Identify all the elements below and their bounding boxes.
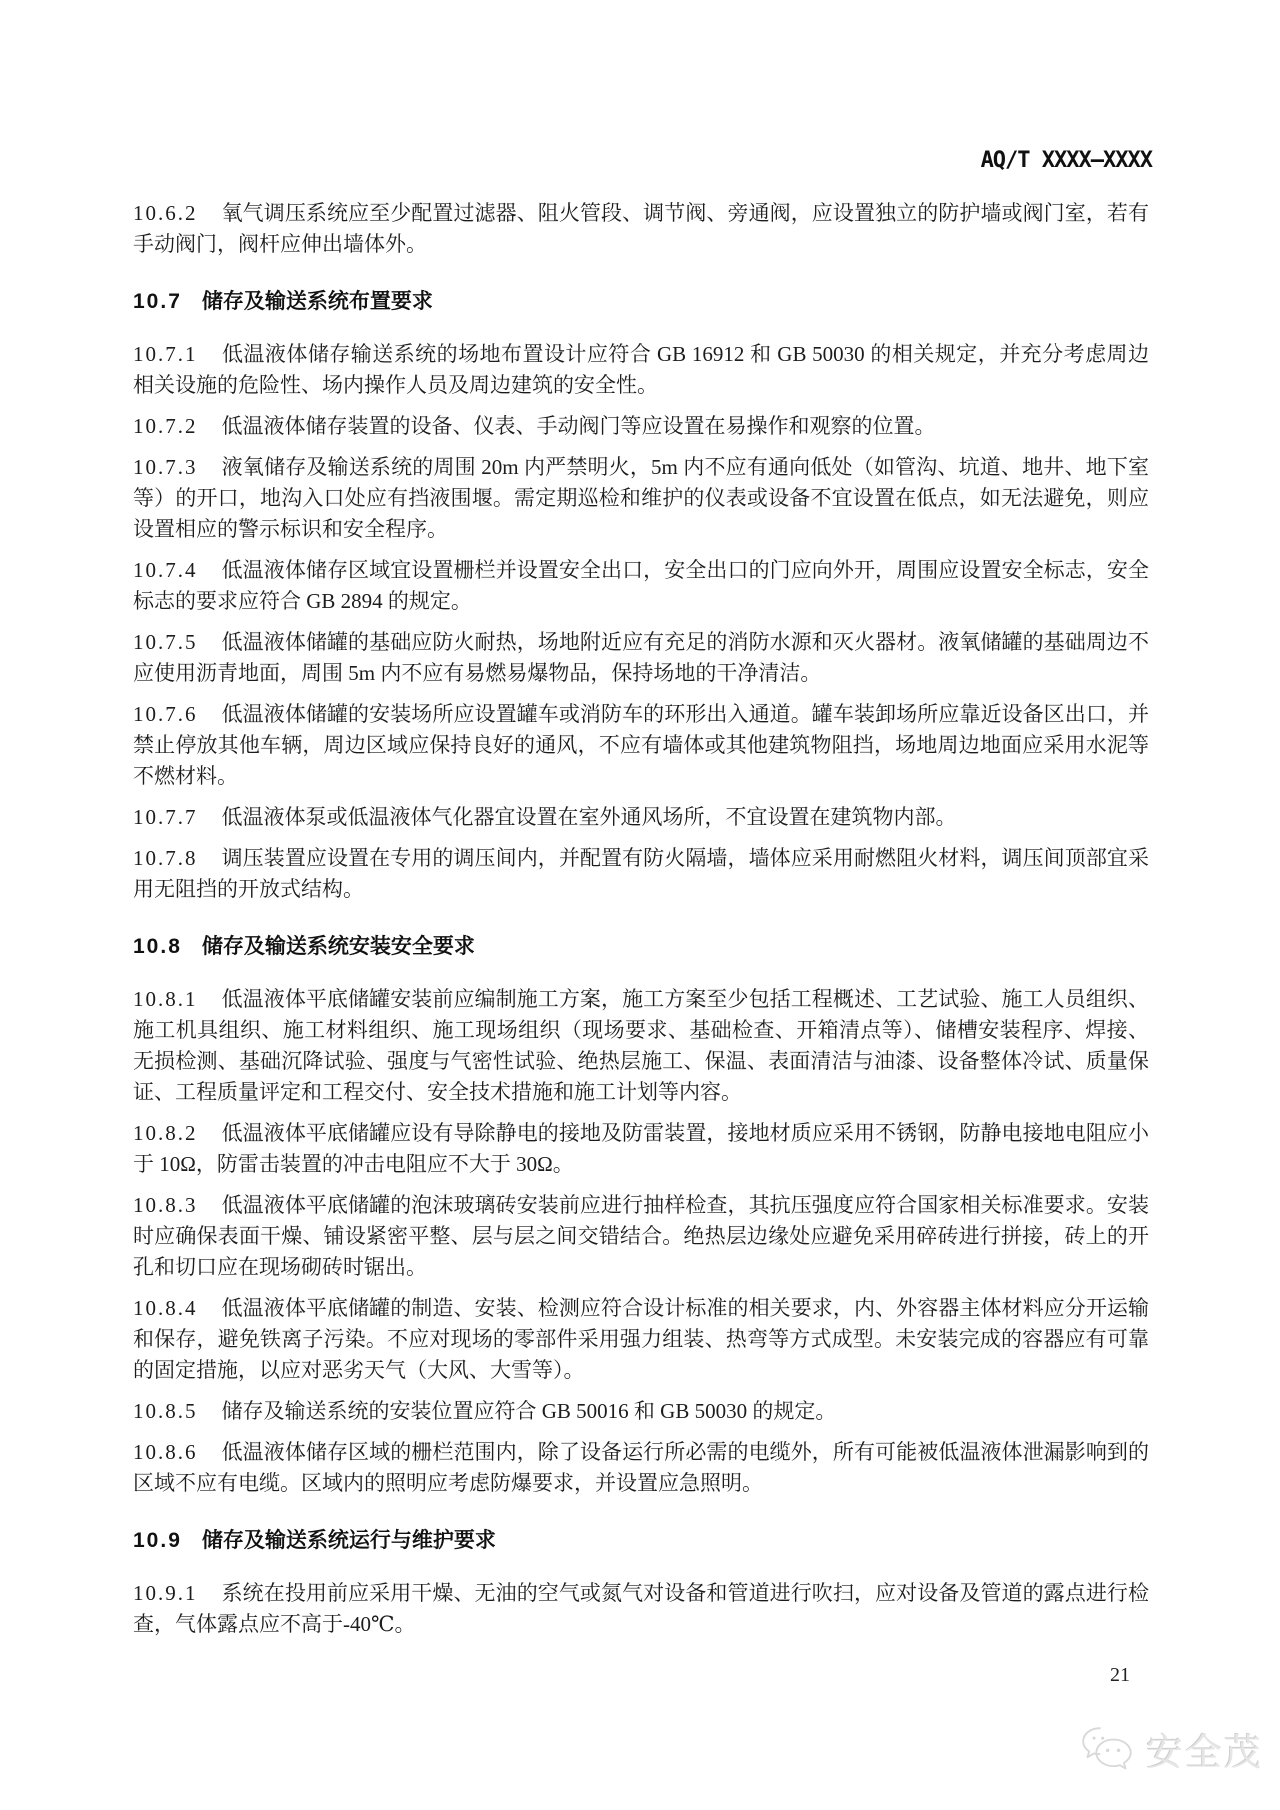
clause-10-8-1	[133, 984, 1149, 1108]
clause-text: 低温液体平底储罐的制造、安装、检测应符合设计标准的相关要求，内、外容器主体材料应分开运输和保存，避免铁离子污染。不应对现场的零部件采用强力组装、热弯等方式成型。未安装完成的容器应有可靠的固定措施，以应对恶劣天气（大风、大雪等）。	[133, 1296, 1149, 1382]
clause-number: 10.7.1	[133, 342, 198, 366]
clause-10-6-2	[133, 198, 1149, 260]
clause-number: 10.9.1	[133, 1581, 198, 1605]
clause-10-9-1	[133, 1578, 1149, 1640]
clause-text: 低温液体平底储罐的泡沫玻璃砖安装前应进行抽样检查，其抗压强度应符合国家相关标准要求。安装时应确保表面干燥、铺设紧密平整、层与层之间交错结合。绝热层边缘处应避免采用碎砖进行拼接，砖上的开孔和切口应在现场砌砖时锯出。	[133, 1193, 1149, 1279]
clause-10-7-6	[133, 699, 1149, 792]
heading-text: 储存及输送系统布置要求	[201, 290, 433, 313]
clause-text: 低温液体泵或低温液体气化器宜设置在室外通风场所，不宜设置在建筑物内部。	[221, 805, 957, 829]
clause-number: 10.7.8	[133, 846, 198, 870]
clause-number: 10.7	[133, 290, 182, 313]
clause-10-8-2	[133, 1118, 1149, 1180]
clause-number: 10.8.5	[133, 1399, 198, 1423]
clause-number: 10.6.2	[133, 201, 198, 225]
doc-code-header: AQ/T XXXX—XXXX	[980, 148, 1152, 173]
section-heading-10-8	[133, 931, 1149, 962]
clause-10-7-7	[133, 802, 1149, 833]
section-heading-10-7	[133, 286, 1149, 317]
document-body	[133, 198, 1149, 1650]
clause-number: 10.7.4	[133, 558, 198, 582]
clause-text: 低温液体储存装置的设备、仪表、手动阀门等应设置在易操作和观察的位置。	[221, 414, 936, 438]
clause-10-8-3	[133, 1190, 1149, 1283]
heading-text: 储存及输送系统运行与维护要求	[201, 1529, 496, 1552]
clause-number: 10.7.7	[133, 805, 198, 829]
clause-number: 10.7.2	[133, 414, 198, 438]
clause-number: 10.8.1	[133, 987, 198, 1011]
section-heading-10-9	[133, 1525, 1149, 1556]
clause-text: 调压装置应设置在专用的调压间内，并配置有防火隔墙，墙体应采用耐燃阻火材料，调压间顶部宜采用无阻挡的开放式结构。	[133, 846, 1149, 901]
clause-number: 10.9	[133, 1529, 182, 1552]
watermark-label: 安全茂	[1146, 1732, 1263, 1773]
clause-number: 10.8.2	[133, 1121, 198, 1145]
heading-text: 储存及输送系统安装安全要求	[201, 935, 475, 958]
clause-number: 10.7.6	[133, 702, 198, 726]
clause-10-7-2	[133, 411, 1149, 442]
clause-text: 低温液体储存区域的栅栏范围内，除了设备运行所必需的电缆外，所有可能被低温液体泄漏影响到的区域不应有电缆。区域内的照明应考虑防爆要求，并设置应急照明。	[133, 1440, 1149, 1495]
clause-number: 10.8	[133, 935, 182, 958]
clause-number: 10.7.3	[133, 455, 198, 479]
clause-10-8-5	[133, 1396, 1149, 1427]
clause-text: 氧气调压系统应至少配置过滤器、阻火管段、调节阀、旁通阀，应设置独立的防护墙或阀门室，若有手动阀门，阀杆应伸出墙体外。	[133, 201, 1149, 256]
clause-text: 液氧储存及输送系统的周围 20m 内严禁明火，5m 内不应有通向低处（如管沟、坑道、地井、地下室等）的开口，地沟入口处应有挡液围堰。需定期巡检和维护的仪表或设备不宜设置在低点，如无法避免，则应设置相应的警示标识和安全程序。	[133, 455, 1149, 541]
clause-text: 低温液体平底储罐安装前应编制施工方案，施工方案至少包括工程概述、工艺试验、施工人员组织、施工机具组织、施工材料组织、施工现场组织（现场要求、基础检查、开箱清点等）、储槽安装程序、焊接、无损检测、基础沉降试验、强度与气密性试验、绝热层施工、保温、表面清洁与油漆、设备整体冷试、质量保证、工程质量评定和工程交付、安全技术措施和施工计划等内容。	[133, 987, 1149, 1104]
clause-10-7-1	[133, 339, 1149, 401]
clause-text: 低温液体平底储罐应设有导除静电的接地及防雷装置，接地材质应采用不锈钢，防静电接地电阻应小于 10Ω，防雷击装置的冲击电阻应不大于 30Ω。	[133, 1121, 1149, 1176]
clause-text: 低温液体储罐的基础应防火耐热，场地附近应有充足的消防水源和灭火器材。液氧储罐的基础周边不应使用沥青地面，周围 5m 内不应有易燃易爆物品，保持场地的干净清洁。	[133, 630, 1149, 685]
clause-10-7-3	[133, 452, 1149, 545]
wechat-icon	[1080, 1725, 1138, 1773]
clause-text: 储存及输送系统的安装位置应符合 GB 50016 和 GB 50030 的规定。	[221, 1399, 837, 1423]
clause-10-8-6	[133, 1437, 1149, 1499]
clause-10-7-5	[133, 627, 1149, 689]
clause-number: 10.8.3	[133, 1193, 198, 1217]
clause-10-8-4	[133, 1293, 1149, 1386]
clause-number: 10.8.6	[133, 1440, 198, 1464]
clause-text: 低温液体储罐的安装场所应设置罐车或消防车的环形出入通道。罐车装卸场所应靠近设备区出口，并禁止停放其他车辆，周边区域应保持良好的通风，不应有墙体或其他建筑物阻挡，场地周边地面应采用水泥等不燃材料。	[133, 702, 1149, 788]
clause-10-7-8	[133, 843, 1149, 905]
clause-text: 低温液体储存区域宜设置栅栏并设置安全出口，安全出口的门应向外开，周围应设置安全标志，安全标志的要求应符合 GB 2894 的规定。	[133, 558, 1149, 613]
clause-number: 10.7.5	[133, 630, 198, 654]
clause-text: 低温液体储存输送系统的场地布置设计应符合 GB 16912 和 GB 50030 的相关规定，并充分考虑周边相关设施的危险性、场内操作人员及周边建筑的安全性。	[133, 342, 1149, 397]
clause-text: 系统在投用前应采用干燥、无油的空气或氮气对设备和管道进行吹扫，应对设备及管道的露点进行检查，气体露点应不高于-40℃。	[133, 1581, 1149, 1636]
page-number: 21	[1110, 1664, 1130, 1686]
clause-10-7-4	[133, 555, 1149, 617]
clause-number: 10.8.4	[133, 1296, 198, 1320]
watermark	[1080, 1722, 1263, 1776]
